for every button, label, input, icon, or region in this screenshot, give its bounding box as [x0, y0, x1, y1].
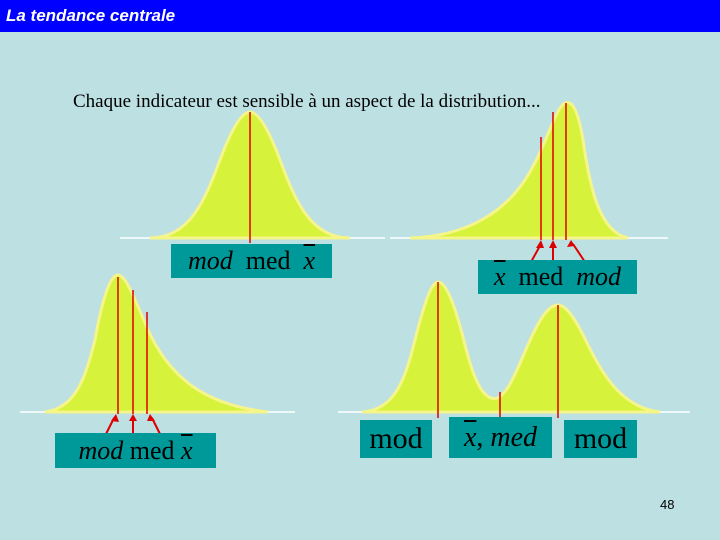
right-skew-curve [45, 275, 268, 412]
median-arrowhead [129, 414, 137, 421]
mode-label: mod [573, 422, 628, 455]
mode-arrowhead [111, 414, 119, 422]
mean-label: $\overline{x}$ [463, 421, 477, 453]
mode-label: mod [78, 435, 124, 465]
left-skew-distribution [390, 102, 668, 262]
label-bimodal-right-mode [564, 420, 637, 458]
mean-label: $\overline{x}$ [181, 435, 193, 465]
bimodal-distribution [338, 282, 690, 418]
label-bimodal-center [449, 417, 552, 458]
comma-label: , [476, 421, 484, 453]
right-skew-distribution [20, 275, 295, 434]
mean-label: $\overline{x}$ [493, 262, 506, 291]
label-right-skew [55, 433, 216, 468]
label-bimodal-left-mode [360, 420, 432, 458]
label-symmetric [171, 244, 332, 278]
bimodal-curve [362, 282, 660, 412]
left-skew-curve [410, 102, 628, 238]
median-label: med [490, 421, 538, 453]
mean-label: $\overline{x}$ [303, 246, 316, 275]
slide-title: La tendance centrale [6, 6, 176, 25]
median-label: med [518, 262, 564, 291]
median-label: med [129, 435, 175, 465]
label-left-skew [478, 260, 637, 294]
median-arrowhead [549, 240, 557, 248]
median-label: med [245, 246, 291, 275]
mean-arrowhead [147, 414, 155, 421]
intro-text: Chaque indicateur est sensible à un aspect de la distribution... [73, 91, 541, 112]
mode-label: mod [187, 246, 233, 275]
mode-label: mod [369, 422, 423, 455]
page-number: 48 [660, 497, 675, 512]
mode-label: mod [576, 262, 622, 291]
mean-arrowhead [536, 240, 544, 248]
symmetric-distribution [120, 112, 385, 243]
